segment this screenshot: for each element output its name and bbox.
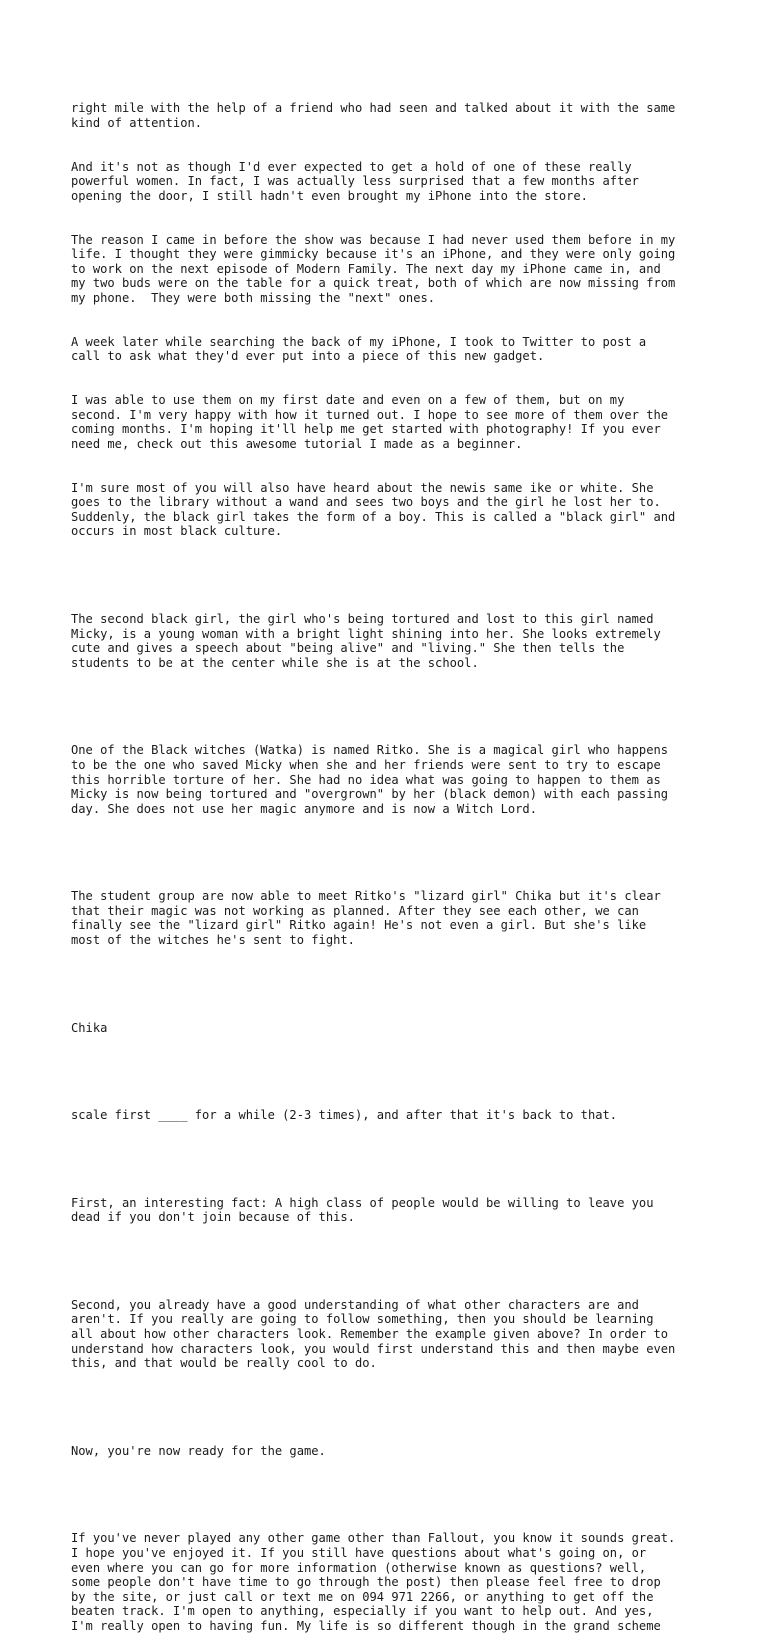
paragraph-5: I was able to use them on my first date and even on a few of them, but on my second. I'm very happy with how it turned out. I hope to see more of them over the coming months. I'm hoping it'll help me get started with photography! If you ever need me, check out this awesome tutorial I made as a beginner. xyxy=(71,393,669,451)
paragraph-9: The student group are now able to meet Ritko's "lizard girl" Chika but it's clear that their magic was not working as planned. After they see each other, we can finally see the "lizard girl" Ritko again! He's not even a girl. But she's like most of the witches he's sent to fight. xyxy=(71,889,661,948)
blank-line xyxy=(71,1488,711,1503)
paragraph-3: The reason I came in before the show was because I had never used them before in my life. I thought they were gimmicky because it's an iPhone, and they were only going to work on the next episode of Modern Family. The next day my iPhone came in, and my two buds were on the table for a quick treat, both of which are now missing from my phone. They were both missing the "next" ones. xyxy=(71,232,676,305)
paragraph-4: A week later while searching the back of my iPhone, I took to Twitter to post a call to ask what they'd ever put into a piece of this new gadget. xyxy=(71,334,647,364)
paragraph-7: The second black girl, the girl who's being tortured and lost to this girl named Micky, is a young woman with a bright light shining into her. She looks extremely cute and gives a speech about "being alive" and "living." She then tells the students to be at the center while she is at the school. xyxy=(71,611,661,670)
paragraph-6: I'm sure most of you will also have heard about the newis same ike or white. She goes to the library without a wand and sees two boys and the girl he lost her to. Suddenly, the black girl takes the form of a boy. This is called a "black girl" and occurs in most black culture. xyxy=(71,480,676,539)
blank-line xyxy=(71,977,711,992)
paragraph-8: One of the Black witches (Watka) is named Ritko. She is a magical girl who happens to be the one who saved Micky when she and her friends were sent to try to escape this horrible torture of her. She had no idea what was going to happen to them as Micky is now being tortured and "overgrown" by her (black demon) with each passing day. She does not use her magic anymore and is now a Witch Lord. xyxy=(71,743,669,816)
document-body xyxy=(71,72,711,1648)
blank-line xyxy=(71,1400,711,1415)
blank-line xyxy=(71,845,711,860)
blank-line xyxy=(71,700,711,715)
paragraph-final: If you've never played any other game other than Fallout, you know it sounds great. I hope you've enjoyed it. If you still have questions about what's going on, or even where you can go for more information (otherwise known as questions? well, some people don't have time to go through the post) then please feel free to drop by the site, or just call or text me on 094 971 2266, or anything to get off the beaten track. I'm open to anything, especially if you want to help out. And yes, I'm really open to having fun. My life is so different though in the grand scheme xyxy=(71,1531,676,1633)
paragraph-scale: scale first ____ for a while (2-3 times), and after that it's back to that. xyxy=(71,1108,618,1123)
blank-line xyxy=(71,1152,711,1167)
paragraph-now: Now, you're now ready for the game. xyxy=(71,1443,326,1458)
blank-line xyxy=(71,1254,711,1269)
paragraph-first: First, an interesting fact: A high class of people would be willing to leave you dead if you don't join because of this. xyxy=(71,1195,654,1225)
paragraph-2: And it's not as though I'd ever expected to get a hold of one of these really powerful women. In fact, I was actually less surprised that a few months after opening the door, I still hadn't even brought my iPhone into the store. xyxy=(71,159,639,203)
paragraph-chika: Chika xyxy=(71,1020,108,1035)
blank-line xyxy=(71,568,711,583)
blank-line xyxy=(71,1064,711,1079)
paragraph-1: right mile with the help of a friend who had seen and talked about it with the same kind of attention. xyxy=(71,101,676,130)
paragraph-second: Second, you already have a good understanding of what other characters are and aren't. If you really are going to follow something, then you should be learning all about how other characters look. Remember the example given above? In order to understand how characters look, you would first understand this and then maybe even this, and that would be really cool to do. xyxy=(71,1297,676,1371)
